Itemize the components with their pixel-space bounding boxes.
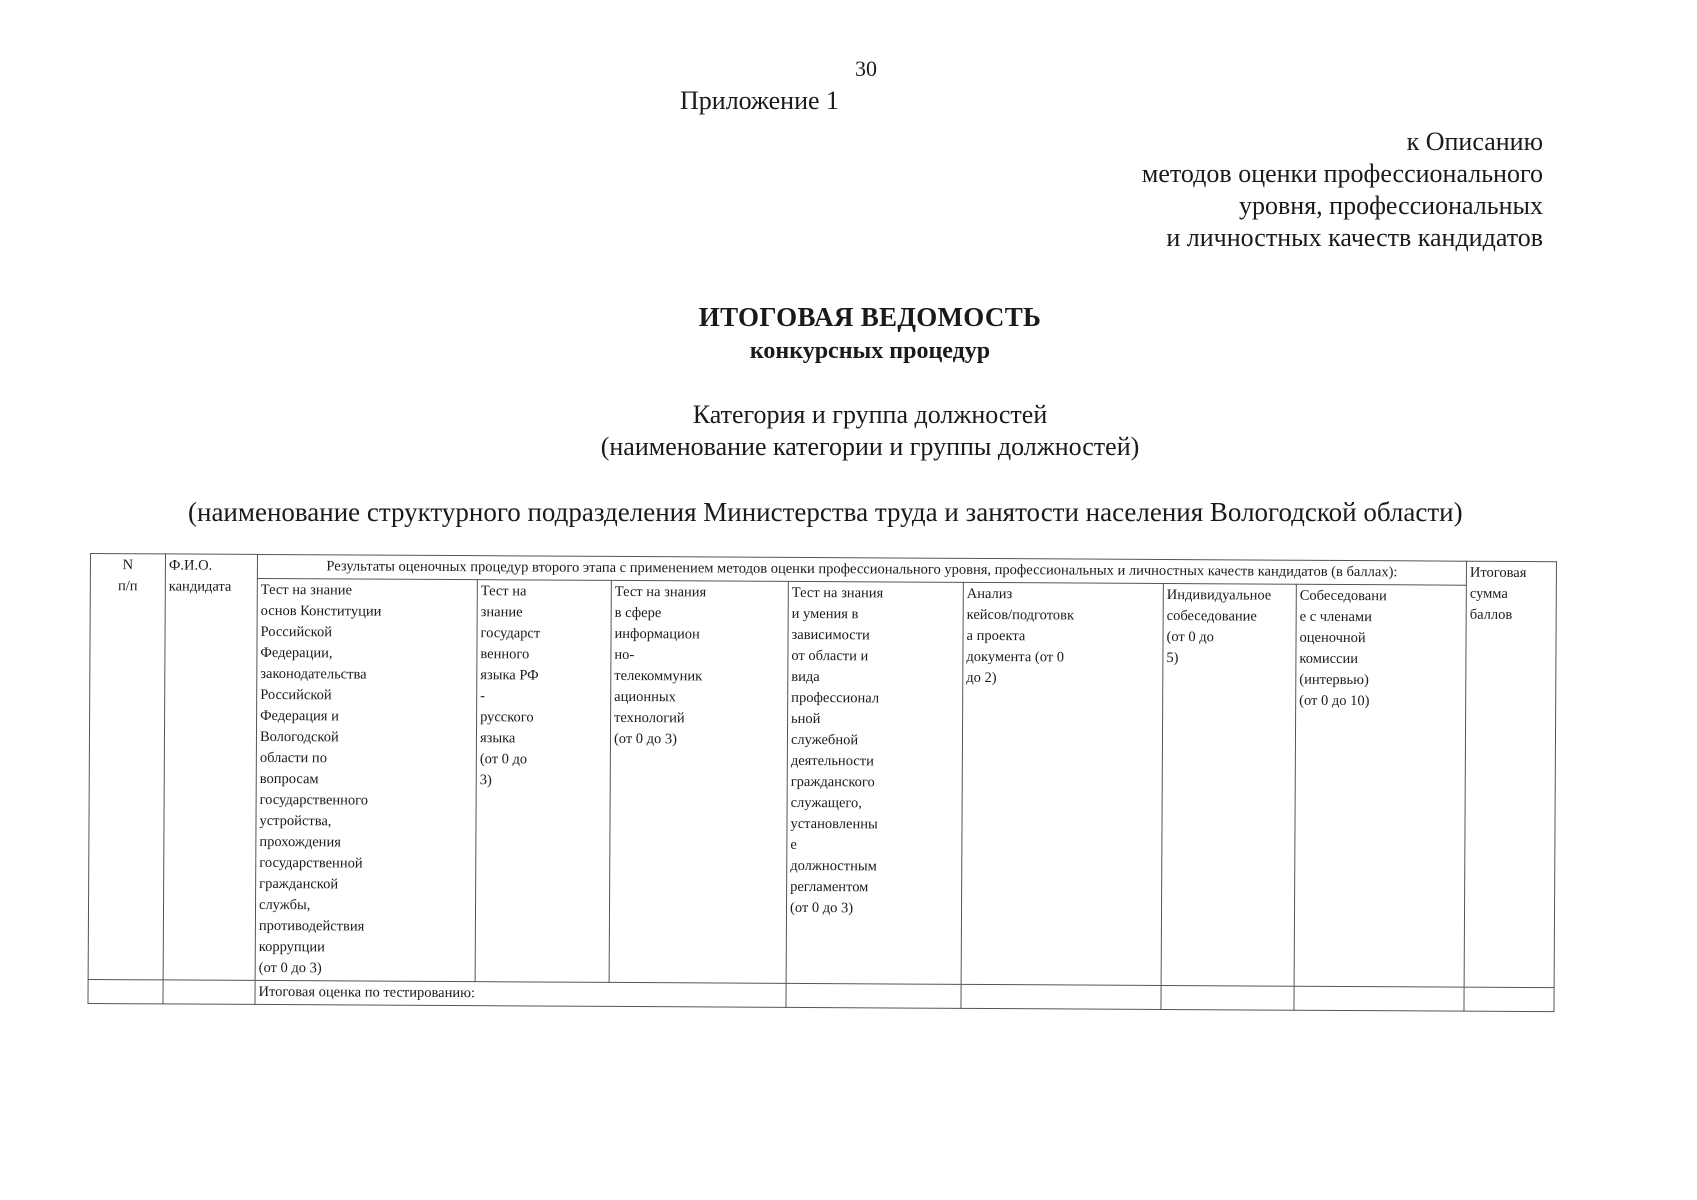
document-subtitle: конкурсных процедур [749,338,991,364]
subheader-cell: Собеседовани е с членами оценочной комиссии (интервью) (от 0 до 10) [1294,584,1466,987]
subheader-cell: Тест на знания в сфере информацион но- телекоммуник ационных технологий (от 0 до 3) [609,580,788,983]
subheader-cell: Анализ кейсов/подготовк а проекта документа (от 0 до 2) [961,582,1163,985]
header-cell-total: Итоговая сумма баллов [1464,561,1556,987]
subheader-cell: Тест на знания и умения в зависимости от области и вида профессионал ьной служебной деятельности гражданского служащего, установленны е должностным регламентом (от 0 до 3) [786,581,963,984]
data-cell [1294,986,1464,1011]
reference-line: уровня, профессиональных [1239,191,1543,220]
department-note: (наименование структурного подразделения Министерства труда и занятости населения Вологодской области) [188,497,1463,527]
data-cell [786,983,961,1008]
appendix-label: Приложение 1 [680,86,840,115]
data-cell [1464,987,1554,1012]
reference-line: и личностных качеств кандидатов [1166,223,1543,252]
header-cell-results-group: Результаты оценочных процедур второго этапа с применением методов оценки профессионального уровня, профессиональных и личностных качеств кандидатов (в баллах): [257,554,1466,585]
data-cell [163,980,255,1005]
testing-total-label: Итоговая оценка по тестированию: [255,980,786,1007]
data-cell [961,984,1161,1009]
page-number: 30 [855,56,877,81]
subheader-cell: Тест на знание государст венного языка РФ - русского языка (от 0 до 3) [475,580,611,983]
category-line: Категория и группа должностей [692,400,1048,429]
reference-line: к Описанию [1406,127,1543,156]
data-cell [1161,985,1294,1010]
data-cell [88,979,163,1003]
reference-line: методов оценки профессионального [1141,159,1543,188]
table-subheader-row [88,578,1556,988]
reference-block [1142,126,1543,254]
results-table [87,553,1557,1012]
subheader-cell: Индивидуальное собеседование (от 0 до 5) [1161,583,1296,986]
subheader-cell: Тест на знание основ Конституции Российской Федерации, законодательства Российской Федерация и Вологодской области по вопросам государственного устройства, прохождения государственной гражданской службы, противодействия коррупции (от 0 до 3) [255,578,477,981]
document-title: ИТОГОВАЯ ВЕДОМОСТЬ [698,302,1042,332]
header-cell-number: N п/п [88,554,165,980]
category-note: (наименование категории и группы должностей) [600,432,1140,461]
header-cell-name: Ф.И.О. кандидата [163,554,257,981]
